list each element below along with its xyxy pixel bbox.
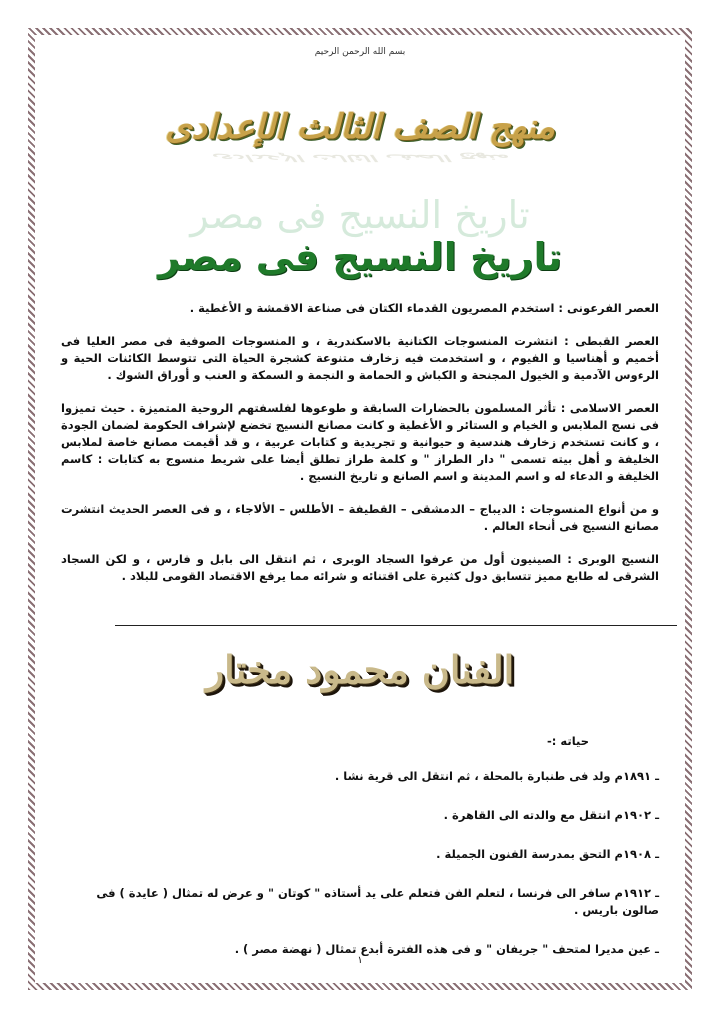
bio-item: ـ ١٨٩١م ولد فى طنبارة بالمحلة ، ثم انتقل الى قرية نشا . — [334, 769, 659, 783]
topic-title: تاريخ النسيج فى مصر — [157, 235, 563, 279]
bio-item: ـ ١٩٠٢م انتقل مع والدته الى القاهرة . — [443, 808, 659, 822]
history-body — [61, 300, 659, 601]
page-number: ١ — [357, 955, 363, 966]
topic-title-shadow: تاريخ النسيج فى مصر — [190, 193, 530, 237]
artist-biography — [61, 733, 659, 980]
section-textile-types: و من أنواع المنسوجات : الديباج – الدمشقى – القطيفة – الأطلس – الألاجاء ، و فى العصر الحديث انتشرت مصانع النسيج فى أنحاء العالم . — [61, 502, 659, 533]
bio-item: ـ ١٩١٢م سافر الى فرنسا ، لتعلم الفن فتعلم على يد أستاذه " كوتان " و عرض له تمثال ( عايدة ) فى صالون باريس . — [96, 886, 659, 917]
section-islamic: العصر الاسلامى : تأثر المسلمون بالحضارات السابقة و طوعوها لفلسفتهم الروحية المتميزة . حيث تميزوا فى نسج الملابس و الخيام و الستائر و الأغطية و كانت مصانع النسيج تخضع لإشراف الحكومة لضمان الجودة ، و كانت تستخدم زخارف هندسية و حيوانية و تجريدية و كتابات عربية ، و قد أقيمت مصانع خاصة لملابس الخليفة و أهل بيته تسمى " دار الطراز " و كلمة طراز تطلق أيضا على شريط منسوج به كتابات : كاسم الخليفة و الدعاء له و اسم المدينة و اسم الصانع و تاريخ النسيج . — [61, 401, 659, 483]
grade-title: منهج الصف الثالث الإعدادى — [165, 107, 555, 147]
section-pile-weaving: النسيج الوبرى : الصينيون أول من عرفوا السجاد الوبرى ، ثم انتقل الى بابل و فارس ، و لكن السجاد الشرقى له طابع مميز تتسابق دول كثيرة على اقتنائه و شرائه مما يرفع الاقتصاد القومى للبلاد . — [61, 552, 659, 583]
section-coptic: العصر القبطى : انتشرت المنسوجات الكتانية بالاسكندرية ، و المنسوجات الصوفية فى مصر العليا فى أخميم و أهناسيا و الفيوم ، و استخدمت فيه زخارف متنوعة كشجرة الحياة التى تتوسط الكائنات الحية و الرءوس الآدمية و الخيول المجنحة و الكباش و الحمامة و النجمة و السمكة و العنب و أوراق الشوك . — [61, 334, 659, 382]
bio-item: ـ عين مديرا لمتحف " جريفان " و فى هذه الفترة أبدع تمثال ( نهضة مصر ) . — [234, 942, 659, 956]
life-heading: حياته :- — [547, 734, 589, 748]
page-frame — [28, 28, 692, 990]
section-pharaonic: العصر الفرعونى : استخدم المصريون القدماء الكتان فى صناعة الاقمشة و الأغطية . — [189, 301, 659, 315]
artist-title: الفنان محمود مختار — [205, 647, 515, 692]
bio-item: ـ ١٩٠٨م التحق بمدرسة الفنون الجميلة . — [436, 847, 659, 861]
section-divider — [115, 625, 677, 626]
grade-title-reflection: منهج الصف الثالث الإعدادى — [211, 152, 509, 164]
basmala: بسم الله الرحمن الرحيم — [314, 47, 406, 57]
